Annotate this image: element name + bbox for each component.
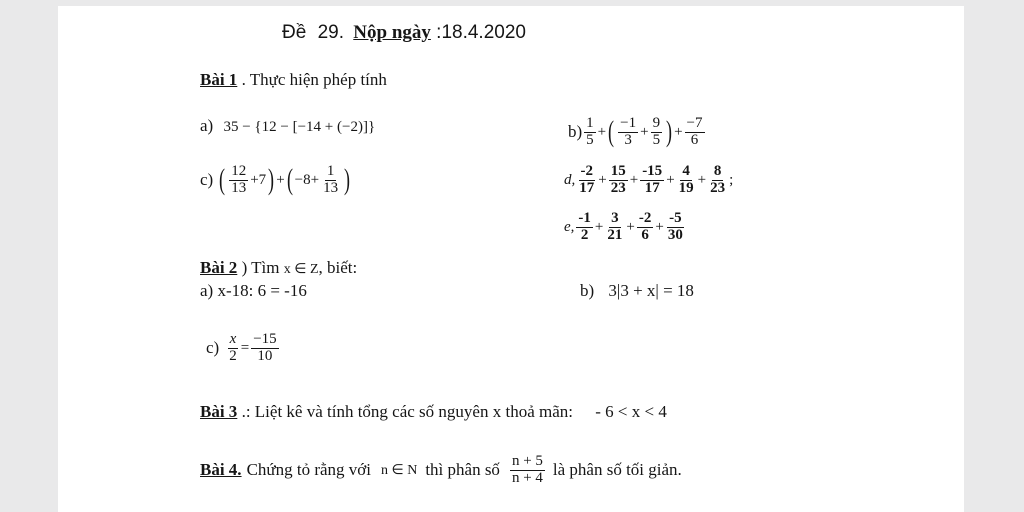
bai4-set: n ∈ N (381, 462, 418, 478)
bai2-c (206, 332, 281, 365)
bai1-e-label: e, (564, 218, 575, 235)
bai4-denominator: n + 4 (511, 469, 543, 486)
bai1-a-expr: 35 − {12 − [−14 + (−2)]} (223, 119, 376, 135)
header-de: Đề (282, 22, 307, 43)
frac: $\frac{-2}{17}$ (579, 163, 595, 196)
header (282, 22, 526, 44)
document-page (58, 6, 964, 512)
frac: $\frac{1}{13}$ (323, 163, 339, 196)
bai3-condition: - 6 < x < 4 (595, 402, 667, 421)
bai2-a: a) x-18: 6 = -16 (200, 281, 307, 300)
frac: $\frac{8}{23}$ (710, 163, 726, 196)
bai1-b-expr: b) $\frac{1}{5}$ + ( $\frac{-1}{3}$ + $\frac{9}{5}$ ) + $\frac{-7}{6}$ (568, 115, 703, 149)
bai1-heading (200, 70, 387, 90)
frac: $\frac{-7}{6}$ (686, 115, 703, 148)
bai1-b-label: b) (568, 122, 583, 142)
bai4 (200, 454, 682, 487)
bai1-title: . Thực hiện phép tính (241, 70, 387, 89)
frac: $\frac{-1}{3}$ (620, 115, 637, 148)
bai2-title-post: , biết: (318, 258, 358, 277)
bai2-set: x ∈ Z (283, 262, 319, 277)
bai2-b-expr: 3|3 + x| = 18 (608, 281, 694, 300)
bai3 (200, 402, 667, 422)
frac: $\frac{x}{2}$ (229, 331, 237, 364)
frac: $\frac{15}{23}$ (610, 163, 626, 196)
bai2-c-expr: c) $\frac{x}{2}$ = $\frac{-15}{10}$ (206, 331, 277, 364)
frac: $\frac{-5}{30}$ (667, 210, 683, 243)
bai4-numerator: n + 5 (511, 453, 543, 469)
bai1-a (200, 116, 375, 136)
bai4-fraction (510, 454, 545, 487)
header-label: Nộp ngày (353, 22, 431, 43)
bai1-d (564, 164, 733, 197)
bai1-e-expr: e, $\frac{-1}{2}$ + $\frac{3}{21}$ + $\frac{-2}{6}$ + $\frac{-5}{30}$ (564, 210, 683, 243)
bai4-text-post: là phân số tối giản. (552, 460, 682, 480)
frac: $\frac{-2}{6}$ (638, 210, 652, 243)
frac: $\frac{-15}{17}$ (642, 163, 663, 196)
frac: $\frac{-1}{2}$ (578, 210, 591, 243)
frac: $\frac{12}{13}$ (231, 163, 247, 196)
bai2-title-pre: ) Tìm (241, 258, 280, 277)
frac: $\frac{4}{19}$ (678, 163, 694, 196)
bai1-d-label: d, (564, 171, 576, 188)
bai1-a-label: a) (200, 116, 214, 135)
bai1-head: Bài 1 (200, 70, 238, 89)
bai1-c-expr: c) ( $\frac{12}{13}$ +7 ) + ( −8+ $\frac{1}{13}$ ) (200, 163, 351, 197)
bai2-head: Bài 2 (200, 258, 238, 277)
bai4-head: Bài 4. (200, 460, 242, 480)
header-number: 29. (317, 22, 344, 43)
bai4-text-mid: thì phân số (425, 460, 500, 480)
bai4-text-pre: Chứng tỏ rằng với (246, 460, 372, 480)
frac: $\frac{1}{5}$ (586, 115, 594, 148)
bai1-d-expr: d, $\frac{-2}{17}$ + $\frac{15}{23}$ + $\frac{-15}{17}$ + $\frac{4}{19}$ + $\frac{8}{23}$ ; (564, 163, 734, 196)
frac: $\frac{3}{21}$ (607, 210, 623, 243)
bai3-text: .: Liệt kê và tính tổng các số nguyên x thoả mãn: (241, 402, 573, 421)
bai1-c-label: c) (200, 170, 214, 190)
bai1-e (564, 211, 687, 244)
frac: $\frac{-15}{10}$ (253, 331, 277, 364)
bai2-b-label: b) (580, 281, 595, 300)
header-date: :18.4.2020 (436, 22, 526, 43)
bai3-head: Bài 3 (200, 402, 238, 421)
bai2-heading (200, 258, 357, 278)
frac: $\frac{9}{5}$ (652, 115, 661, 148)
bai1-b (568, 116, 707, 149)
bai2-b (580, 281, 694, 301)
bai2-c-label: c) (206, 338, 220, 358)
bai1-c (200, 164, 352, 197)
